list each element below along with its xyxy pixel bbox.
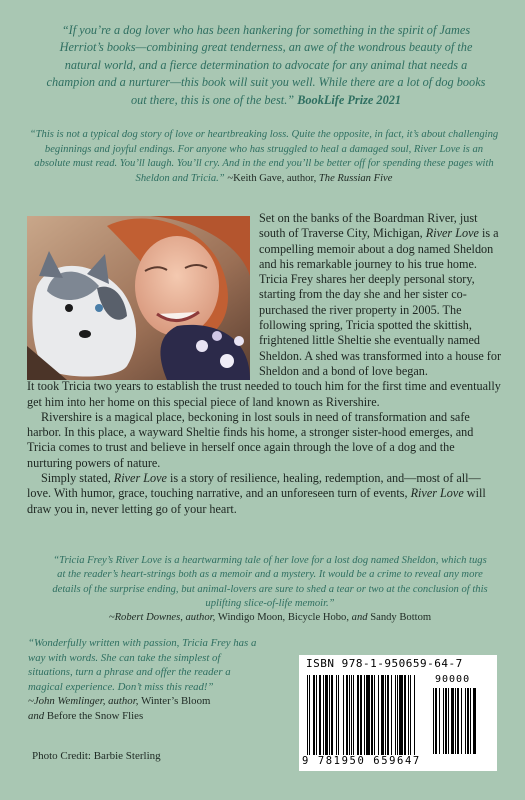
barcode-bar <box>331 675 333 755</box>
barcode-bar <box>448 688 449 754</box>
barcode-bar <box>455 688 456 754</box>
barcode-bar <box>443 688 444 754</box>
price-code: 90000 <box>435 674 471 685</box>
barcode-bar <box>387 675 389 755</box>
description-paragraph-2: Rivershire is a magical place, beckoning in lost souls in need of transformation and safe harbor. In this place, a wayward Sheltie finds his home, a stronger sister-hood emerges, and Tricia comes to trust and believe in herself once again through the love of a dog and the nurturing powers of nature. <box>27 409 474 470</box>
barcode-bar <box>445 688 447 754</box>
barcode-bar <box>399 675 403 755</box>
barcode-bar <box>408 675 409 755</box>
barcode-bar <box>457 688 459 754</box>
barcode-bar <box>353 675 354 755</box>
barcode-bar <box>374 675 375 755</box>
barcode-bar <box>323 675 324 755</box>
keith-gave-quote <box>26 128 502 186</box>
photo-credit: Photo Credit: Barbie Sterling <box>32 750 161 762</box>
barcode-bar <box>378 675 379 755</box>
barcode-bar <box>435 688 437 754</box>
barcode-bar <box>385 675 386 755</box>
booklife-quote-text: “If you’re a dog lover who has been hankering for something in the spirit of James Herriot’s books—combining great tenderness, an awe of the wondrous beauty of the natural world, and a fierce determination to advocate for any animal that needs a champion and a nurturer—this book will suit you well. While there are a lot of dog books out there, this is one of the best.” <box>46 23 486 107</box>
barcode-bar <box>360 675 362 755</box>
robert-downes-quote-text: “Tricia Frey’s River Love is a heartwarming tale of her love for a lost dog named Sheldon, which tugs at the reader’s heart-strings both as a memoir and a mystery. It would be a crime to reveal any more details of the surprise ending, but animal-lovers are sure to shed a tear or two at the conclusion of this uplifting slice-of-life memoir.” <box>52 555 488 609</box>
barcode-number: 9 781950 659647 <box>302 755 421 767</box>
barcode-bar <box>414 675 415 755</box>
barcode-bar <box>470 688 471 754</box>
barcode-bar <box>319 675 321 755</box>
barcode-bar <box>433 688 434 754</box>
john-wemlinger-quote-text: “Wonderfully written with passion, Tricia Frey has a way with words. She can take the simplest of situations, turn a phrase and offer the reader a magical experience. Don’t miss this read!” <box>28 637 257 693</box>
barcode-bar <box>461 688 462 754</box>
barcode-bar <box>404 675 406 755</box>
barcode-bar <box>307 675 308 755</box>
keith-gave-attribution: ~Keith Gave, author, The Russian Five <box>224 172 393 184</box>
barcode-bar <box>325 675 328 755</box>
keith-gave-quote-text: “This is not a typical dog story of love or heartbreaking loss. Quite the opposite, in fact, it’s about challenging beginnings and joyful endings. For anyone who has struggled to heal a damaged soul, River Love is an absolute must read. You’ll laugh. You’ll cry. And in the end you’ll be better off for spending these pages with Sheldon and Tricia.” <box>29 129 499 184</box>
ean-barcode-bars <box>307 675 427 755</box>
booklife-quote-source: BookLife Prize 2021 <box>297 92 402 107</box>
barcode-bar <box>467 688 469 754</box>
barcode-bar <box>451 688 454 754</box>
isbn-barcode <box>299 655 497 771</box>
booklife-quote <box>46 22 486 109</box>
barcode-bar <box>439 688 440 754</box>
barcode-bar <box>371 675 373 755</box>
barcode-bar <box>366 675 370 755</box>
barcode-bar <box>351 675 352 755</box>
barcode-bar <box>309 675 310 755</box>
barcode-bar <box>381 675 384 755</box>
barcode-bar <box>465 688 466 754</box>
barcode-bar <box>473 688 476 754</box>
barcode-bar <box>397 675 398 755</box>
barcode-bar <box>316 675 317 755</box>
barcode-bar <box>357 675 359 755</box>
barcode-bar <box>364 675 365 755</box>
barcode-bar <box>346 675 348 755</box>
description-paragraph-3: Simply stated, River Love is a story of resilience, healing, redemption, and—most of all—love. With humor, grace, touching narrative, and an unforeseen turn of events, River Love will draw you in, never letting go of your heart. <box>27 471 486 516</box>
john-wemlinger-quote <box>28 636 266 723</box>
book-description <box>27 211 503 517</box>
robert-downes-attribution: ~Robert Downes, author, Windigo Moon, Bicycle Hobo, and Sandy Bottom <box>108 612 432 624</box>
barcode-bar <box>410 675 411 755</box>
barcode-bar <box>343 675 344 755</box>
barcode-bar <box>329 675 330 755</box>
barcode-bar <box>338 675 339 755</box>
description-paragraph-1: Set on the banks of the Boardman River, just south of Traverse City, Michigan, River Love is a compelling memoir about a dog named Sheldon and his remarkable journey to his true home. Tricia Frey shares her deeply personal story, starting from the day she and her sister co-purchased the river property in 2005. The following spring, Tricia spotted the skittish, frightened little Sheltie she eventually named Sheldon. A shed was transformed into a house for Sheldon and a bond of love began. <box>259 211 502 378</box>
barcode-bar <box>336 675 337 755</box>
barcode-bar <box>395 675 396 755</box>
john-wemlinger-attribution: ~John Wemlinger, author, Winter’s Bloom and Before the Snow Flies <box>28 695 211 722</box>
barcode-bar <box>391 675 392 755</box>
isbn-text: ISBN 978-1-950659-64-7 <box>306 657 463 670</box>
addon-barcode-bars <box>433 688 489 754</box>
description-paragraph-1-continued: It took Tricia two years to establish the trust needed to touch him for the first time and eventually get him into her home on this special piece of land known as Rivershire. <box>27 379 501 409</box>
barcode-bar <box>313 675 315 755</box>
robert-downes-quote <box>50 554 490 625</box>
barcode-bar <box>349 675 350 755</box>
